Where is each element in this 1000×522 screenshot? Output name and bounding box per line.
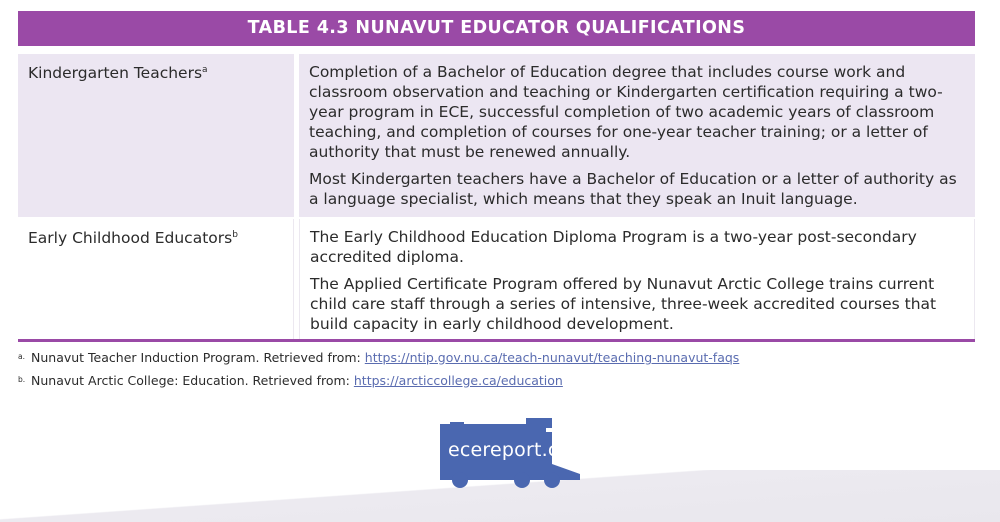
footnote (18, 370, 975, 393)
description-paragraph: Completion of a Bachelor of Education degree that includes course work and classroom observation and teaching or Kindergarten certification requiring a two-year program in ECE, successful completion of two academic years of classroom teaching, and completion of courses for one-year teacher training; or a letter of authority that must be renewed annually. (309, 63, 943, 161)
table-row (18, 219, 975, 344)
footnote-text: Nunavut Arctic College: Education. Retrieved from: (31, 373, 350, 388)
footnote (18, 347, 975, 370)
logo-text: ecereport.ca (448, 439, 571, 461)
row-label (18, 54, 294, 217)
description-paragraph: The Applied Certificate Program offered by Nunavut Arctic College trains current child care staff through a series of intensive, three-week accredited courses that build capacity in early childhood development. (310, 275, 937, 333)
footnotes (18, 347, 975, 393)
footnote-marker: a (202, 64, 208, 75)
wheel (452, 472, 468, 488)
footnote-mark: a. (18, 352, 25, 361)
wheel (514, 472, 530, 488)
table-row (18, 54, 975, 219)
wheel (544, 472, 560, 488)
footnote-link[interactable]: https://ntip.gov.nu.ca/teach-nunavut/teaching-nunavut-faqs (364, 350, 740, 365)
description-paragraph: The Early Childhood Education Diploma Program is a two-year post-secondary accredited diploma. (310, 228, 917, 266)
description-paragraph: Most Kindergarten teachers have a Bachelor of Education or a letter of authority as a language specialist, which means that they speak an Inuit language. (309, 170, 957, 208)
table-title: TABLE 4.3 NUNAVUT EDUCATOR QUALIFICATIONS (18, 11, 975, 46)
row-label-text: Kindergarten Teachers (28, 64, 203, 82)
row-label (18, 219, 294, 342)
row-description (299, 219, 975, 342)
table-bottom-rule (18, 339, 975, 342)
footnote-marker: b (232, 229, 238, 240)
footnote-text: Nunavut Teacher Induction Program. Retrieved from: (31, 350, 361, 365)
footnote-link[interactable]: https://arcticcollege.ca/education (353, 373, 563, 388)
row-description (299, 54, 975, 217)
footnote-mark: b. (18, 375, 26, 384)
qualifications-table (18, 54, 975, 344)
row-label-text: Early Childhood Educators (28, 229, 233, 247)
